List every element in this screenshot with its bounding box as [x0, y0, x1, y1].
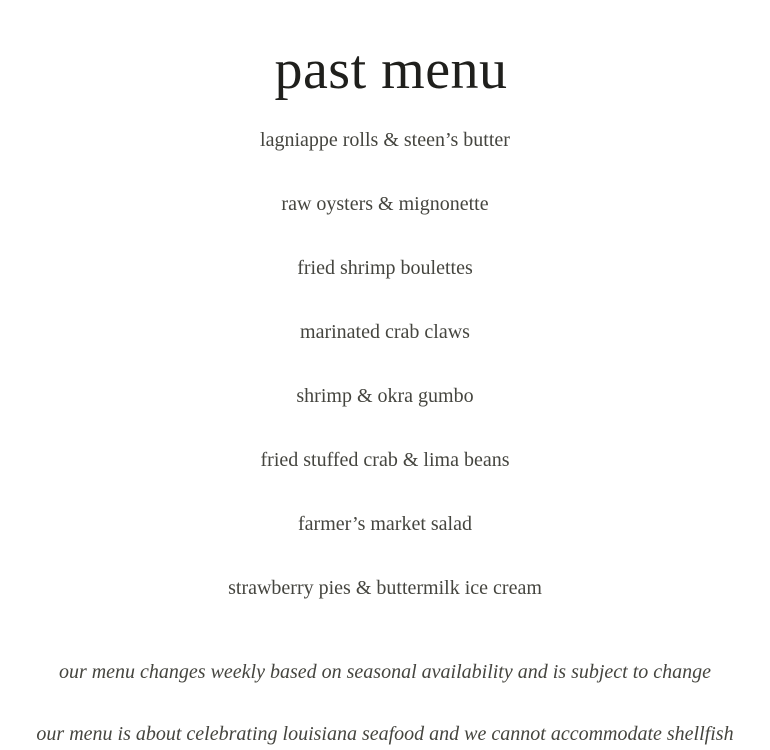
menu-item: marinated crab claws [300, 321, 470, 343]
menu-list [0, 124, 770, 636]
menu-changes-note: our menu changes weekly based on seasonal availability and is subject to change [58, 661, 712, 683]
shellfish-note: our menu is about celebrating louisiana seafood and we cannot accommodate shellfish [36, 723, 734, 745]
menu-item: fried stuffed crab & lima beans [260, 449, 510, 471]
menu-item: raw oysters & mignonette [281, 193, 489, 215]
menu-item: strawberry pies & buttermilk ice cream [228, 577, 542, 599]
page-title: past menu [274, 39, 508, 101]
menu-item: shrimp & okra gumbo [296, 385, 474, 407]
menu-item: fried shrimp boulettes [297, 257, 473, 279]
menu-item: farmer’s market salad [298, 513, 472, 535]
menu-item: lagniappe rolls & steen’s butter [260, 129, 510, 151]
